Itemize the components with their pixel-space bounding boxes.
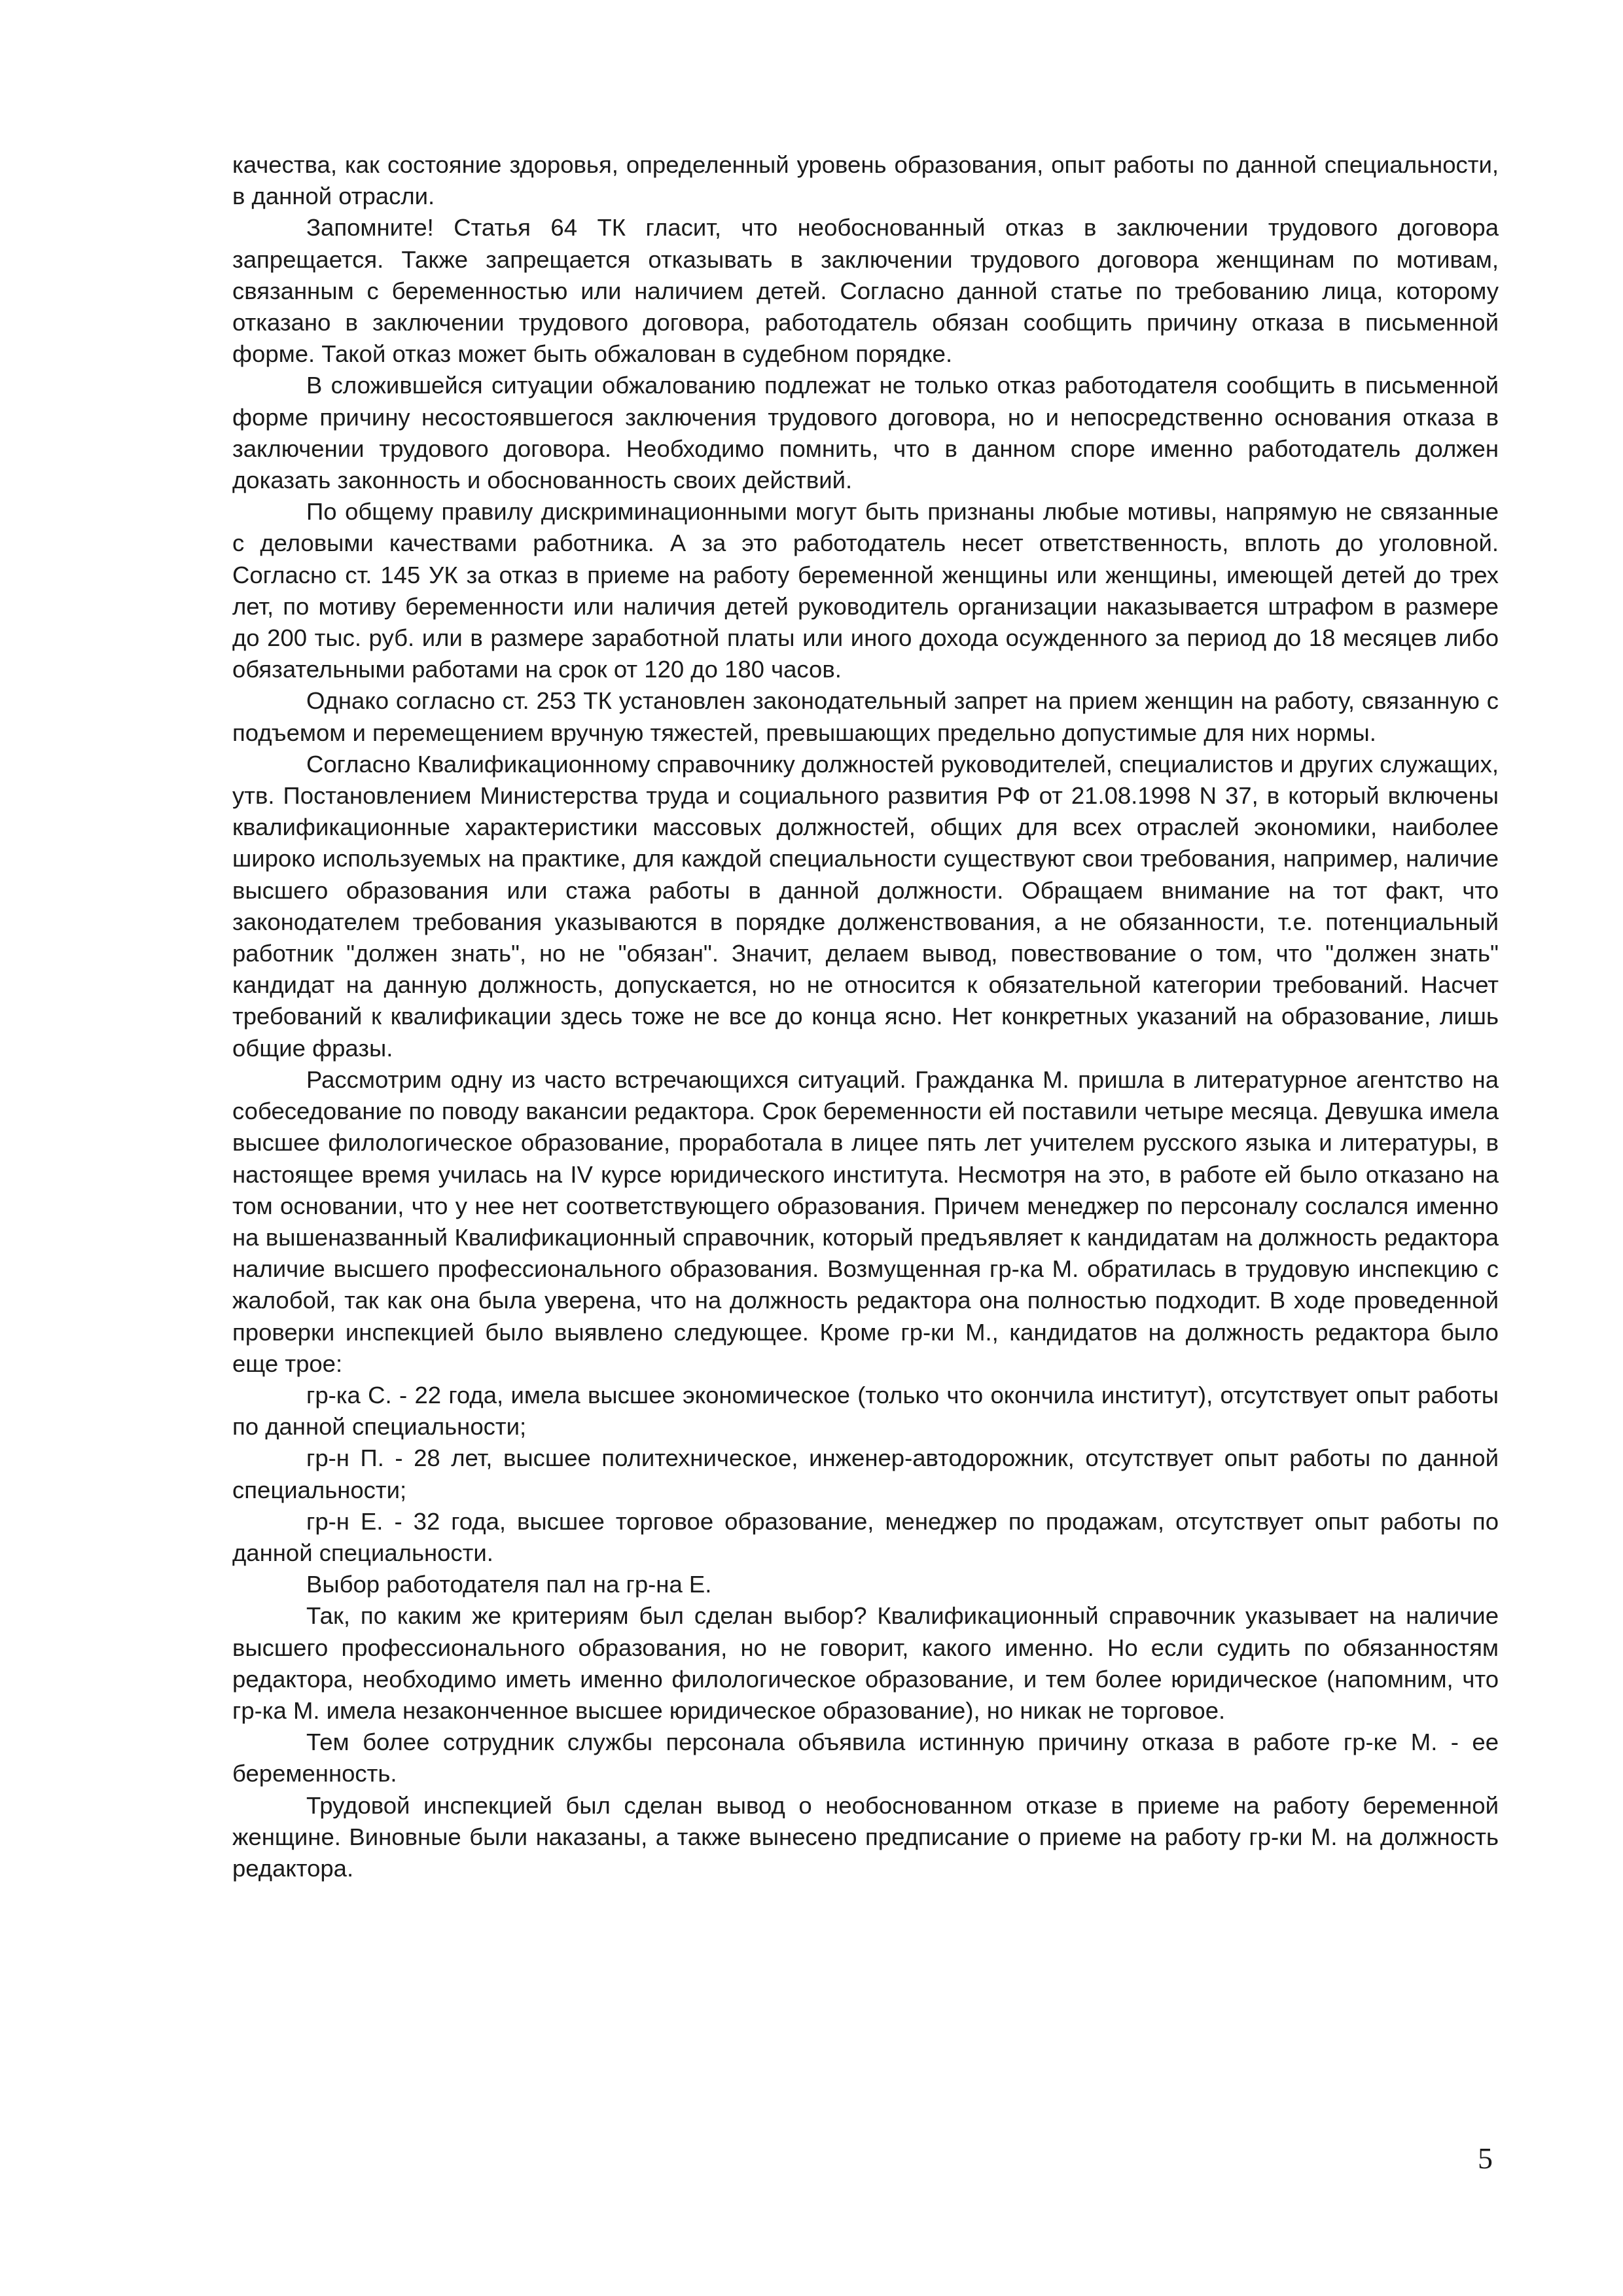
paragraph-11: Выбор работодателя пал на гр-на Е. [306, 1571, 712, 1598]
paragraph-14: Трудовой инспекцией был сделан вывод о необоснованном отказе в приеме на работу беременной женщине. Виновные были наказаны, а также вынесено предписание о приеме на работу гр-ки М. на должность редактора. [232, 1791, 1499, 1882]
body-text [232, 149, 1499, 1884]
paragraph-9: гр-н П. - 28 лет, высшее политехническое, инженер-автодорожник, отсутствует опыт работы по данной специальности; [232, 1444, 1499, 1503]
paragraph-1: качества, как состояние здоровья, определенный уровень образования, опыт работы по данной специальности, в данной отрасли. [232, 151, 1499, 210]
paragraph-12: Так, по каким же критериям был сделан выбор? Квалификационный справочник указывает на наличие высшего профессионального образования, но не говорит, какого именно. Но если судить по обязанностям редактора, необходимо иметь именно филологическое образование, и тем более юридическое (напомним, что гр-ка М. имела незаконченное высшее юридическое образование), но никак не торговое. [232, 1602, 1499, 1724]
paragraph-6: Согласно Квалификационному справочнику должностей руководителей, специалистов и других служащих, утв. Постановлением Министерства труда и социального развития РФ от 21.08.1998 N 37, в который включены квалификационные характеристики массовых должностей, общих для всех отраслей экономики, наиболее широко используемых на практике, для каждой специальности существуют свои требования, например, наличие высшего образования или стажа работы в данной должности. Обращаем внимание на тот факт, что законодателем требования указываются в порядке долженствования, а не обязанности, т.е. потенциальный работник "должен знать", но не "обязан". Значит, делаем вывод, повествование о том, что "должен знать" кандидат на данную должность, допускается, но не относится к обязательной категории требований. Насчет требований к квалификации здесь тоже не все до конца ясно. Нет конкретных указаний на образование, лишь общие фразы. [232, 750, 1499, 1062]
paragraph-13: Тем более сотрудник службы персонала объявила истинную причину отказа в работе гр-ке М. - ее беременность. [232, 1729, 1499, 1787]
paragraph-10: гр-н Е. - 32 года, высшее торговое образование, менеджер по продажам, отсутствует опыт работы по данной специальности. [232, 1507, 1499, 1566]
paragraph-2: Запомните! Статья 64 ТК гласит, что необоснованный отказ в заключении трудового договора запрещается. Также запрещается отказывать в заключении трудового договора женщинам по мотивам, связанным с беременностью или наличием детей. Согласно данной статье по требованию лица, которому отказано в заключении трудового договора, работодатель обязан сообщить причину отказа в письменной форме. Такой отказ может быть обжалован в судебном порядке. [232, 214, 1499, 368]
page-number: 5 [1478, 2142, 1493, 2175]
paragraph-8: гр-ка С. - 22 года, имела высшее экономическое (только что окончила институт), отсутствует опыт работы по данной специальности; [232, 1381, 1499, 1441]
paragraph-3: В сложившейся ситуации обжалованию подлежат не только отказ работодателя сообщить в письменной форме причину несостоявшегося заключения трудового договора, но и непосредственно основания отказа в заключении трудового договора. Необходимо помнить, что в данном споре именно работодатель должен доказать законность и обоснованность своих действий. [232, 372, 1499, 494]
paragraph-4: По общему правилу дискриминационными могут быть признаны любые мотивы, напрямую не связанные с деловыми качествами работника. А за это работодатель несет ответственность, вплоть до уголовной. Согласно ст. 145 УК за отказ в приеме на работу беременной женщины или женщины, имеющей детей до трех лет, по мотиву беременности или наличия детей руководитель организации наказывается штрафом в размере до 200 тыс. руб. или в размере заработной платы или иного дохода осужденного за период до 18 месяцев либо обязательными работами на срок от 120 до 180 часов. [232, 498, 1499, 683]
paragraph-7: Рассмотрим одну из часто встречающихся ситуаций. Гражданка М. пришла в литературное агентство на собеседование по поводу вакансии редактора. Срок беременности ей поставили четыре месяца. Девушка имела высшее филологическое образование, проработала в лицее пять лет учителем русского языка и литературы, в настоящее время училась на IV курсе юридического института. Несмотря на это, в работе ей было отказано на том основании, что у нее нет соответствующего образования. Причем менеджер по персоналу сослался именно на вышеназванный Квалификационный справочник, который предъявляет к кандидатам на должность редактора наличие высшего профессионального образования. Возмущенная гр-ка М. обратилась в трудовую инспекцию с жалобой, так как она была уверена, что на должность редактора она полностью подходит. В ходе проведенной проверки инспекцией было выявлено следующее. Кроме гр-ки М., кандидатов на должность редактора было еще трое: [232, 1066, 1499, 1377]
paragraph-5: Однако согласно ст. 253 ТК установлен законодательный запрет на прием женщин на работу, связанную с подъемом и перемещением вручную тяжестей, превышающих предельно допустимые для них нормы. [232, 687, 1499, 746]
